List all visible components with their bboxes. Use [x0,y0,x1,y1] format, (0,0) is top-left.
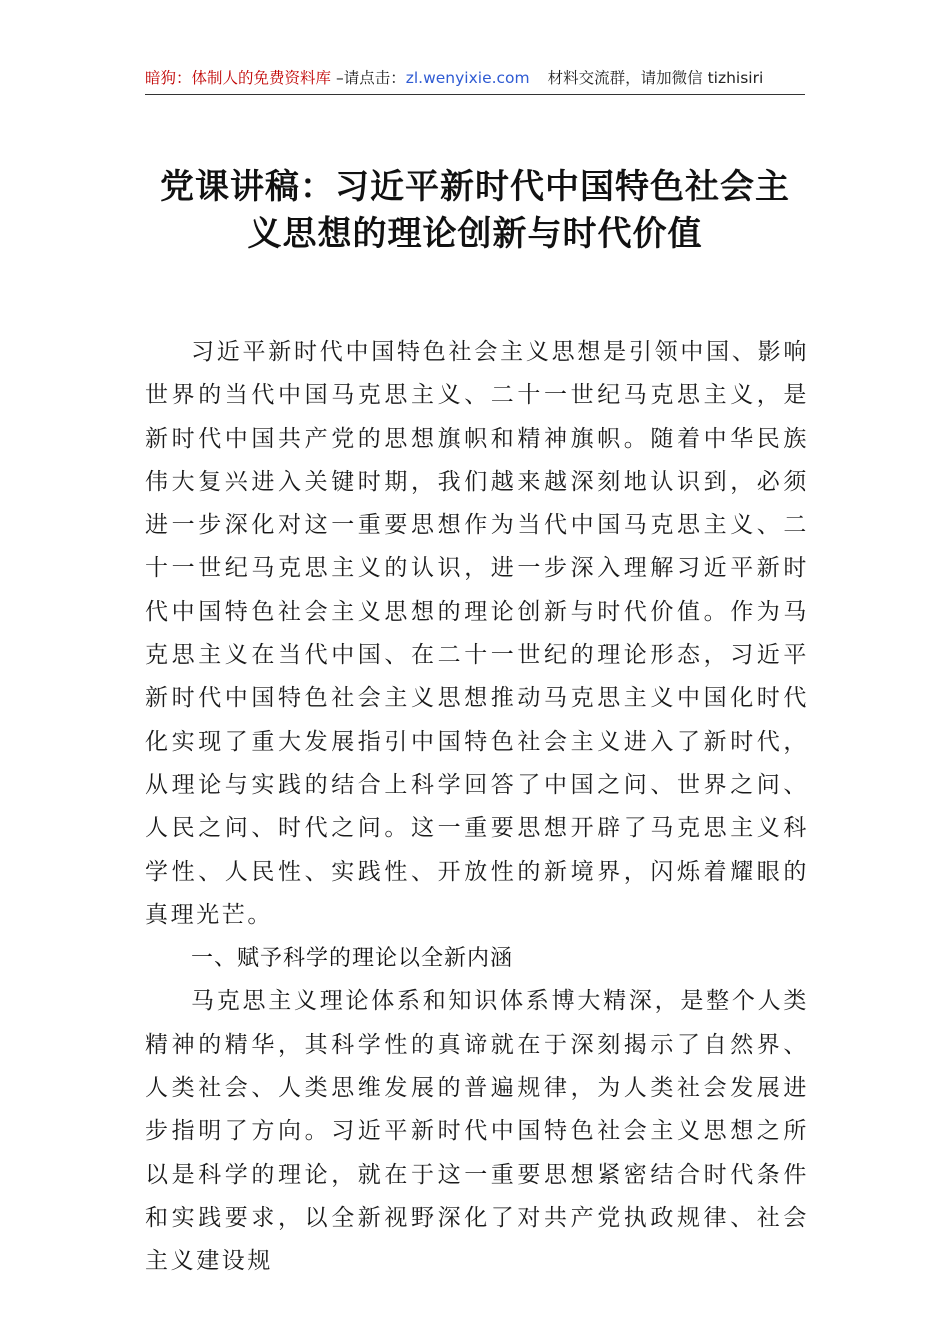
document-body [145,331,809,1284]
section-heading-1: 一、赋予科学的理论以全新内涵 [191,946,514,972]
document-title-line-2: 义思想的理论创新与时代价值 [247,214,703,254]
section-1-paragraph: 马克思主义理论体系和知识体系博大精深，是整个人类精神的精华，其科学性的真谛就在于深刻揭示了自然界、人类社会、人类思维发展的普遍规律，为人类社会发展进步指明了方向。习近平新时代中国特色社会主义思想之所以是科学的理论，就在于这一重要思想紧密结合时代条件和实践要求，以全新视野深化了对共产党执政规律、社会主义建设规 [145,988,809,1275]
document-title-line-1: 党课讲稿：习近平新时代中国特色社会主 [160,167,790,207]
intro-paragraph: 习近平新时代中国特色社会主义思想是引领中国、影响世界的当代中国马克思主义、二十一世纪马克思主义，是新时代中国共产党的思想旗帜和精神旗帜。随着中华民族伟大复兴进入关键时期，我们越来越深刻地认识到，必须进一步深化对这一重要思想作为当代中国马克思主义、二十一世纪马克思主义的认识，进一步深入理解习近平新时代中国特色社会主义思想的理论创新与时代价值。作为马克思主义在当代中国、在二十一世纪的理论形态，习近平新时代中国特色社会主义思想推动马克思主义中国化时代化实现了重大发展指引中国特色社会主义进入了新时代，从理论与实践的结合上科学回答了中国之问、世界之问、人民之问、时代之问。这一重要思想开辟了马克思主义科学性、人民性、实践性、开放性的新境界，闪烁着耀眼的真理光芒。 [145,339,809,928]
header-brand: 暗狗：体制人的免费资料库 [145,69,332,87]
page-header [145,66,805,95]
header-link[interactable]: zl.wenyixie.com [405,69,530,87]
header-separator: –请点击： [331,69,406,87]
header-contact: 材料交流群，请加微信 tizhisiri [547,69,764,87]
